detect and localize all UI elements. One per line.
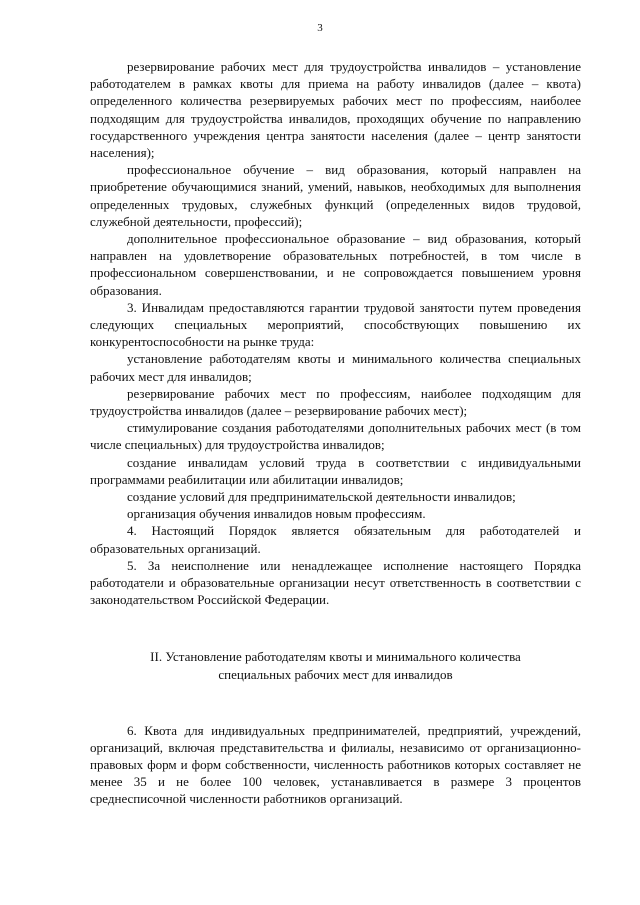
list-item-conditions: создание инвалидам условий труда в соответствии с индивидуальными программами реабилитации или абилитации инвалидов; (90, 454, 581, 487)
document-body (90, 58, 581, 808)
list-item-stimulating: стимулирование создания работодателями дополнительных рабочих мест (в том числе специальных) для трудоустройства инвалидов; (90, 420, 581, 453)
list-item-training: организация обучения инвалидов новым профессиям. (127, 506, 426, 522)
list-item-reserving: резервирование рабочих мест по профессиям, наиболее подходящим для трудоустройства инвалидов (далее – резервирование рабочих мест); (90, 385, 581, 419)
list-item-quota: установление работодателям квоты и минимального количества специальных рабочих мест для инвалидов; (90, 351, 581, 384)
paragraph-vocational-training-definition: профессиональное обучение – вид образования, который направлен на приобретение обучающимися знаний, умений, навыков, необходимых для выполнения определенных трудовых, служебных функций (определенных видов трудовой, служебной деятельности, профессий); (90, 162, 581, 229)
paragraph-reserving-definition: резервирование рабочих мест для трудоустройства инвалидов – установление работодателем в рамках квоты для приема на работу инвалидов (далее – квота) определенного количества резервируемых рабочих мест по профессиям, наиболее подходящим для трудоустройства инвалидов, проходящих обучение по направлению государственного учреждения центра занятости населения (далее – центр занятости населения); (90, 59, 581, 161)
page-number: 3 (317, 22, 323, 34)
paragraph-item-6: 6. Квота для индивидуальных предпринимателей, предприятий, учреждений, организаций, включая представительства и филиалы, независимо от организационно-правовых форм и форм собственности, численность работников которых составляет не менее 35 и не более 100 человек, устанавливается в размере 3 процентов среднесписочной численности работников организаций. (90, 722, 581, 807)
paragraph-item-5: 5. За неисполнение или ненадлежащее исполнение настоящего Порядка работодатели и образовательные организации несут ответственность в соответствии с законодательством Российской Федерации. (90, 557, 581, 608)
paragraph-item-3: 3. Инвалидам предоставляются гарантии трудовой занятости путем проведения следующих специальных мероприятий, способствующих повышению их конкурентоспособности на рынке труда: (90, 299, 581, 350)
section-heading-line-1: II. Установление работодателям квоты и минимального количества (150, 648, 521, 664)
list-item-entrepreneurship: создание условий для предпринимательской деятельности инвалидов; (127, 489, 516, 505)
section-heading (90, 648, 581, 684)
paragraph-additional-education-definition: дополнительное профессиональное образование – вид образования, который направлен на удовлетворение образовательных потребностей, в том числе в профессиональном совершенствовании, и не сопровождается повышением уровня образования. (90, 231, 581, 298)
paragraph-item-4: 4. Настоящий Порядок является обязательным для работодателей и образовательных организаций. (90, 523, 581, 556)
section-heading-line-2: специальных рабочих мест для инвалидов (218, 666, 453, 682)
